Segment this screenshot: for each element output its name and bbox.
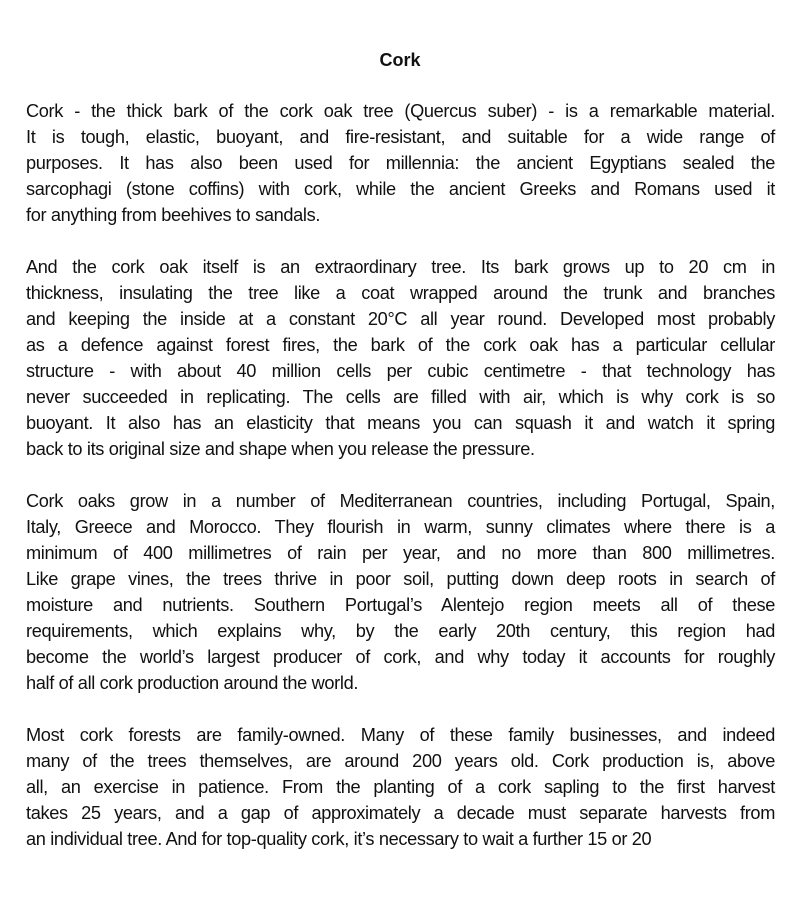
text-line: minimum of 400 millimetres of rain per year, and no more than 800 millimetres. — [26, 543, 775, 563]
text-line: Cork oaks grow in a number of Mediterranean countries, including Portugal, Spain, — [26, 491, 775, 511]
paragraph-3 — [26, 488, 775, 696]
text-line: moisture and nutrients. Southern Portugal’s Alentejo region meets all of these — [26, 595, 775, 615]
text-line: become the world’s largest producer of cork, and why today it accounts for roughly — [26, 647, 775, 667]
text-line: structure - with about 40 million cells per cubic centimetre - that technology has — [26, 361, 775, 381]
text-line: sarcophagi (stone coffins) with cork, while the ancient Greeks and Romans used it — [26, 179, 775, 199]
paragraph-4 — [26, 722, 775, 852]
text-line: takes 25 years, and a gap of approximately a decade must separate harvests from — [26, 803, 775, 823]
text-line: And the cork oak itself is an extraordinary tree. Its bark grows up to 20 cm in — [26, 257, 775, 277]
text-line: half of all cork production around the world. — [26, 673, 359, 693]
text-line: an individual tree. And for top-quality cork, it’s necessary to wait a further 15 or 20 — [26, 829, 652, 849]
text-line: and keeping the inside at a constant 20°C all year round. Developed most probably — [26, 309, 775, 329]
text-line: all, an exercise in patience. From the planting of a cork sapling to the first harvest — [26, 777, 775, 797]
text-line: back to its original size and shape when you release the pressure. — [26, 439, 535, 459]
text-line: buoyant. It also has an elasticity that means you can squash it and watch it spring — [26, 413, 775, 433]
text-line: Italy, Greece and Morocco. They flourish in warm, sunny climates where there is a — [26, 517, 775, 537]
text-line: thickness, insulating the tree like a coat wrapped around the trunk and branches — [26, 283, 775, 303]
text-line: for anything from beehives to sandals. — [26, 205, 321, 225]
text-line: purposes. It has also been used for millennia: the ancient Egyptians sealed the — [26, 153, 775, 173]
text-line: Most cork forests are family-owned. Many of these family businesses, and indeed — [26, 725, 775, 745]
text-line: It is tough, elastic, buoyant, and fire-resistant, and suitable for a wide range of — [26, 127, 775, 147]
text-line: many of the trees themselves, are around 200 years old. Cork production is, above — [26, 751, 775, 771]
text-line: as a defence against forest fires, the bark of the cork oak has a particular cellular — [26, 335, 775, 355]
text-line: requirements, which explains why, by the early 20th century, this region had — [26, 621, 775, 641]
document-title: Cork — [379, 50, 421, 70]
text-line: Like grape vines, the trees thrive in poor soil, putting down deep roots in search of — [26, 569, 775, 589]
paragraph-1 — [26, 98, 775, 228]
text-line: Cork - the thick bark of the cork oak tree (Quercus suber) - is a remarkable material. — [26, 101, 775, 121]
text-line: never succeeded in replicating. The cells are filled with air, which is why cork is so — [26, 387, 775, 407]
paragraph-2 — [26, 254, 775, 462]
